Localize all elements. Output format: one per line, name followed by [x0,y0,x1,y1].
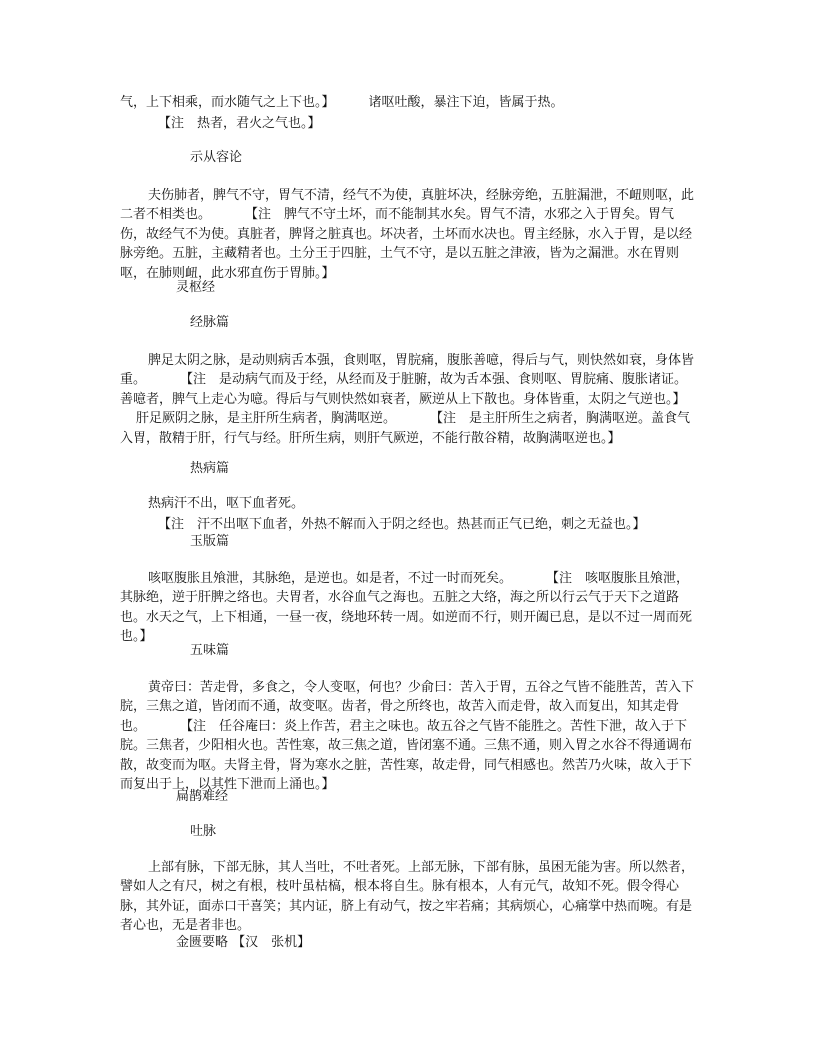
section-heading-wuwei: 五味篇 [190,643,230,658]
paragraph-5-note: 【注 任谷庵曰：炎上作苦，君主之味也。故五谷之气皆不能胜之。苦性下泄，故入于下脘。三焦者，少阳相火也。苦性寒，故三焦之道，皆闭塞不通。三焦不通，则入胃之水谷不得通调布散，故变而为呕。夫肾主骨，肾为寒水之脏，苦性寒，故走骨，同气相感也。然苦乃火味，故入于下而复出于上，以其性下泄而上涌也。】 [120,718,693,793]
paragraph-2-text-2: 肝足厥阴之脉，是主肝所生病者，胸满呕逆。 [136,411,397,427]
paragraph-4-note: 【注 咳呕腹胀且飧泄，其脉绝，逆于肝脾之络也。夫胃者，水谷血气之海也。五脏之大络，海之所以行云气于天下之道路也。水天之气，上下相通，一昼一夜，绕地环转一周。如逆而不行，则开阖已息，是以不过一周而死也。】 [120,571,693,645]
paragraph-5-text: 黄帝曰：苦走骨，多食之，令人变呕，何也？少俞曰：苦入于胃，五谷之气皆不能胜苦，苦入下脘，三焦之道，皆闭而不通，故变呕。齿者，骨之所终也，故苦入而走骨，故入而复出，知其走骨也。 [120,680,695,734]
section-heading-tumai: 吐脉 [190,824,217,839]
section-heading-rebing: 热病篇 [190,461,230,476]
author-attribution: 【汉 张机】 [232,935,311,950]
paragraph-6: 上部有脉，下部无脉，其人当吐，不吐者死。上部无脉，下部有脉，虽困无能为害。所以然者，譬如人之有尺，树之有根，枝叶虽枯槁，根本将自生。脉有根本，人有元气，故知不死。假令得心脉，其外证，面赤口干喜笑；其内证，脐上有动气，按之牢若痛；其病烦心，心痛掌中热而啘。有是者心也，无是者非也。 [120,860,695,934]
paragraph-5 [120,678,696,794]
paragraph-2-note: 【注 是动病气而及于经，从经而及于脏腑，故为舌本强、食则呕、胃脘痛、腹胀诸证。善噫者，脾气上走心为噫。得后与气则快然如衰者，厥逆从上下散也。身体皆重，太阴之气逆也。】 [120,372,688,407]
intro-line-text: 气，上下相乘，而水随气之上下也。】 [120,95,335,110]
paragraph-4-text: 咳呕腹胀且飧泄，其脉绝，是逆也。如是者，不过一时而死矣。 [148,571,513,586]
book-heading-jingui [176,933,310,952]
book-title-jingui: 金匮要略 [176,935,229,950]
book-heading-bianque: 扁鹊难经 [176,789,229,804]
paragraph-4 [120,569,696,647]
intro-line [120,93,720,112]
paragraph-2-text: 脾足太阴之脉，是动则病舌本强，食则呕，胃脘痛，腹胀善噫，得后与气，则快然如衰，身体皆重。 [120,353,695,388]
paragraph-2 [120,351,696,448]
section-heading-shicongronglun: 示从容论 [190,150,243,165]
section-heading-jingmai: 经脉篇 [190,315,230,330]
intro-line-text-2: 诸呕吐酸，暴注下迫，皆属于热。 [368,95,564,110]
paragraph-3-note: 【注 汗不出呕下血者，外热不解而入于阴之经也。热甚而正气已绝，刺之无益也。】 [158,517,646,532]
intro-note: 【注 热者，君火之气也。】 [158,116,321,131]
section-heading-yuban: 玉版篇 [190,534,230,549]
paragraph-1-note: 【注 脾气不守土坏，而不能制其水矣。胃气不清，水邪之入于胃矣。胃气伤，故经气不为使。真脏者，脾肾之脏真也。坏决者，土坏而水决也。胃主经脉，水入于胃，是以经脉旁绝。五脏，主藏精者也。土分王于四脏，土气不守，是以五脏之津液，皆为之漏泄。水在胃则呕，在肺则衄，此水邪直伤于胃肺。】 [120,207,693,281]
paragraph-3-text: 热病汗不出，呕下血者死。 [148,496,305,511]
paragraph-1-text: 夫伤肺者，脾气不守，胃气不清，经气不为使，真脏坏决，经脉旁绝，五脏漏泄，不衄则呕，此二者不相类也。 [120,188,695,223]
paragraph-1 [120,186,696,283]
paragraph-2-note-2: 【注 是主肝所生之病者，胸满呕逆。盖食气入胃，散精于肝，行气与经。肝所生病，则肝气厥逆，不能行散谷精，故胸满呕逆也。】 [120,411,691,446]
book-heading-lingshujing: 灵枢经 [176,280,216,295]
